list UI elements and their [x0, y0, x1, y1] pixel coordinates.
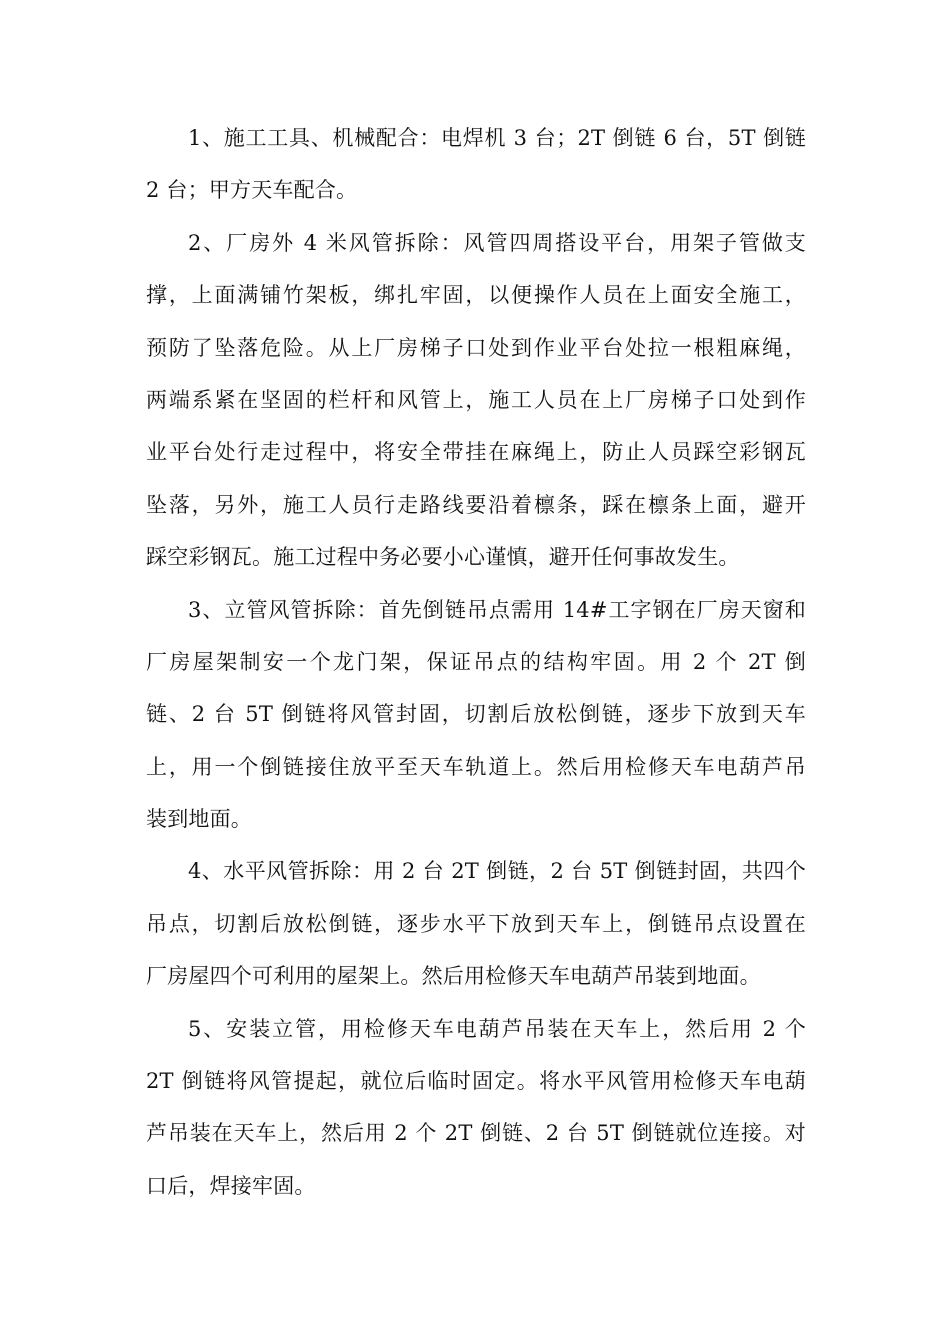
text-line: 厂房屋架制安一个龙门架，保证吊点的结构牢固。用 2 个 2T 倒 [146, 649, 806, 674]
text-line: 装到地面。 [146, 807, 252, 832]
text-line: 吊点，切割后放松倒链，逐步水平下放到天车上，倒链吊点设置在 [146, 911, 806, 936]
text-line: 4、水平风管拆除：用 2 台 2T 倒链，2 台 5T 倒链封固，共四个 [188, 859, 806, 884]
paragraph-3 [146, 584, 806, 846]
text-line: 撑，上面满铺竹架板，绑扎牢固，以便操作人员在上面安全施工， [146, 283, 806, 308]
document-body [146, 112, 806, 1212]
text-line: 两端系紧在坚固的栏杆和风管上，施工人员在上厂房梯子口处到作 [146, 387, 806, 412]
text-line: 口后，焊接牢固。 [146, 1173, 316, 1198]
text-line: 坠落，另外，施工人员行走路线要沿着檩条，踩在檩条上面，避开 [146, 492, 806, 517]
text-line: 链、2 台 5T 倒链将风管封固，切割后放松倒链，逐步下放到天车 [146, 702, 806, 727]
text-line: 2、厂房外 4 米风管拆除：风管四周搭设平台，用架子管做支 [188, 230, 806, 255]
text-line: 上，用一个倒链接住放平至天车轨道上。然后用检修天车电葫芦吊 [146, 754, 806, 779]
paragraph-5 [146, 1003, 806, 1213]
text-line: 1、施工工具、机械配合：电焊机 3 台；2T 倒链 6 台，5T 倒链 [188, 126, 806, 150]
text-line: 业平台处行走过程中，将安全带挂在麻绳上，防止人员踩空彩钢瓦 [146, 440, 806, 465]
text-line: 踩空彩钢瓦。施工过程中务必要小心谨慎，避开任何事故发生。 [146, 545, 740, 570]
paragraph-2 [146, 217, 806, 584]
paragraph-1 [146, 112, 806, 217]
text-line: 2T 倒链将风管提起，就位后临时固定。将水平风管用检修天车电葫 [146, 1069, 806, 1094]
text-line: 芦吊装在天车上，然后用 2 个 2T 倒链、2 台 5T 倒链就位连接。对 [146, 1121, 806, 1146]
text-line: 预防了坠落危险。从上厂房梯子口处到作业平台处拉一根粗麻绳， [146, 335, 806, 360]
text-line: 3、立管风管拆除：首先倒链吊点需用 14#工字钢在厂房天窗和 [188, 597, 806, 622]
text-line: 5、安装立管，用检修天车电葫芦吊装在天车上，然后用 2 个 [188, 1016, 806, 1041]
text-line: 厂房屋四个可利用的屋架上。然后用检修天车电葫芦吊装到地面。 [146, 964, 761, 989]
text-line: 2 台；甲方天车配合。 [146, 178, 358, 203]
paragraph-4 [146, 845, 806, 1002]
